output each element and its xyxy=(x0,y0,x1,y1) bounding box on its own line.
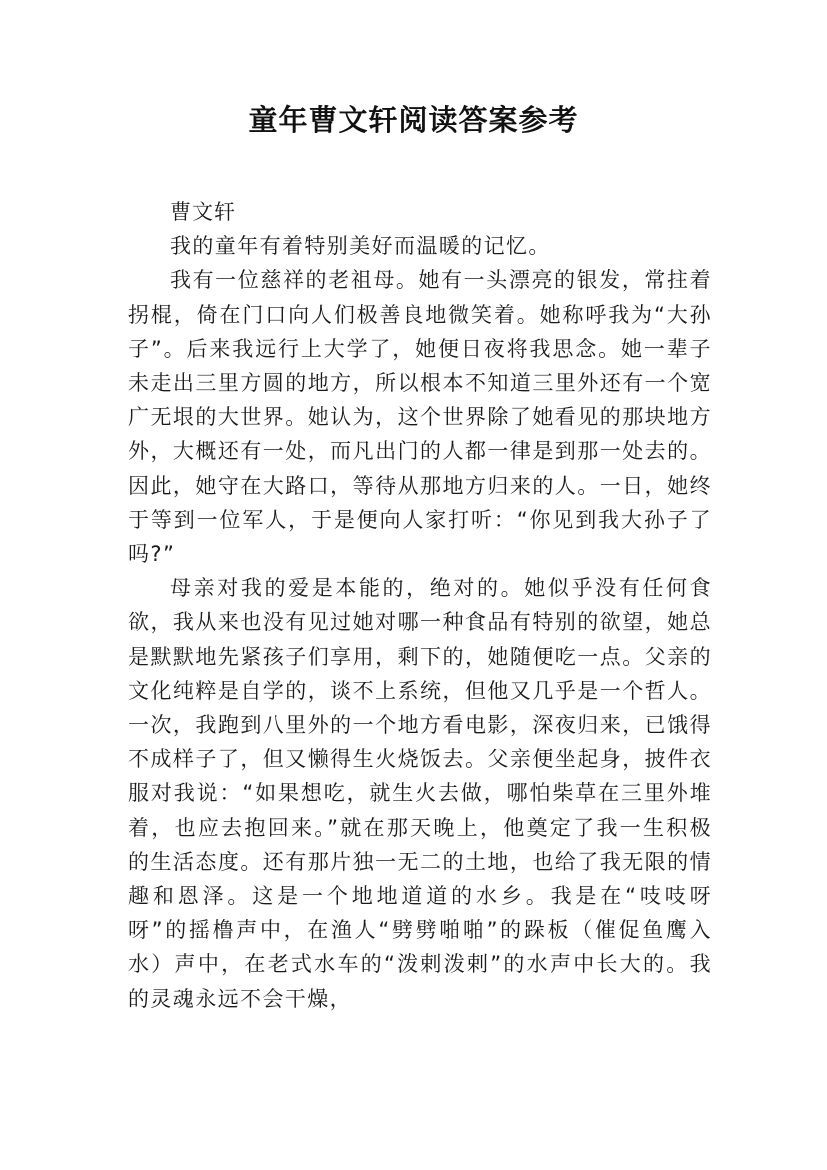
paragraph-3: 母亲对我的爱是本能的，绝对的。她似乎没有任何食欲，我从来也没有见过她对哪一种食品有特别的欲望，她总是默默地先紧孩子们享用，剩下的，她随便吃一点。父亲的文化纯粹是自学的，谈不上系统，但他又几乎是一个哲人。一次，我跑到八里外的一个地方看电影，深夜归来，已饿得不成样子了，但又懒得生火烧饭去。父亲便坐起身，披件衣服对我说：“如果想吃，就生火去做，哪怕柴草在三里外堆着，也应去抱回来。”就在那天晚上，他奠定了我一生积极的生活态度。还有那片独一无二的土地，也给了我无限的情趣和恩泽。这是一个地地道道的水乡。我是在“吱吱呀呀”的摇橹声中，在渔人“劈劈啪啪”的跺板（催促鱼鹰入水）声中，在老式水车的“泼剌泼剌”的水声中长大的。我的灵魂永远不会干燥， xyxy=(128,576,712,1011)
document-body xyxy=(128,195,712,1016)
paragraph-2: 我有一位慈祥的老祖母。她有一头漂亮的银发，常拄着拐棍，倚在门口向人们极善良地微笑着。她称呼我为“大孙子”。后来我远行上大学了，她便日夜将我思念。她一辈子未走出三里方圆的地方，所以根本不知道三里外还有一个宽广无垠的大世界。她认为，这个世界除了她看见的那块地方外，大概还有一处，而凡出门的人都一律是到那一处去的。因此，她守在大路口，等待从那地方归来的人。一日，她终于等到一位军人，于是便向人家打听：“你见到我大孙子了吗?” xyxy=(128,268,712,567)
author-line: 曹文轩 xyxy=(170,200,236,224)
document-title: 童年曹文轩阅读答案参考 xyxy=(248,103,579,137)
paragraph-1: 我的童年有着特别美好而温暖的记忆。 xyxy=(170,234,551,259)
